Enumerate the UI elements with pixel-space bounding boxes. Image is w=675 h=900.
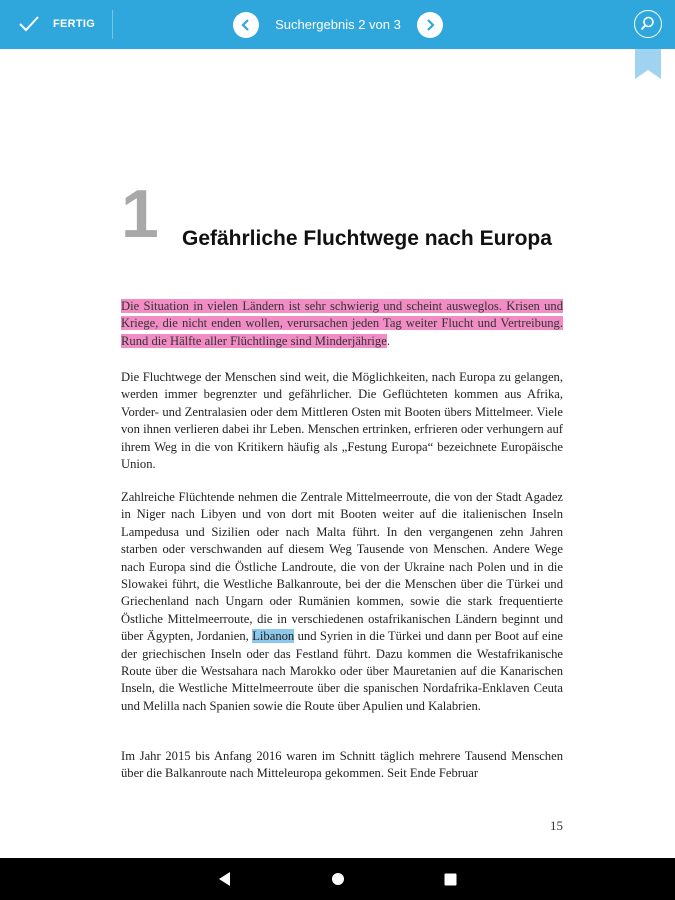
chapter-number: 1 <box>121 176 159 252</box>
done-label: FERTIG <box>53 18 96 30</box>
home-icon[interactable] <box>331 872 345 886</box>
page-number: 15 <box>550 818 563 833</box>
paragraph-3 <box>121 489 563 715</box>
paragraph-4: Im Jahr 2015 bis Anfang 2016 waren im Schnitt täglich mehrere Tausend Menschen über die Balkanroute nach Mitteleuropa gekommen. Seit Ende Februar <box>121 749 563 781</box>
bookmark-ribbon-icon[interactable] <box>635 49 661 79</box>
search-icon <box>639 15 656 32</box>
done-button[interactable] <box>0 0 112 49</box>
top-toolbar <box>0 0 675 49</box>
paragraph-3-after: und Syrien in die Türkei und dann per Boot auf eine der griechischen Inseln oder das Festland führt. Dazu kommen die Westafrikanische Route über die Westsahara nach Marokko oder über Mauretanien auf die Kanarischen Inseln, die Westliche Mittelmeerroute über die spanischen Nordafrika-Enklaven Ceuta und Melilla nach Spanien sowie die Route über Apulien und Kalabrien. <box>121 629 563 713</box>
back-icon[interactable] <box>218 871 232 887</box>
next-result-button[interactable] <box>417 12 443 38</box>
previous-result-button[interactable] <box>233 12 259 38</box>
toolbar-divider <box>112 10 113 39</box>
recent-apps-icon[interactable] <box>444 873 457 886</box>
chevron-right-icon <box>417 12 443 38</box>
checkmark-icon <box>18 15 40 33</box>
paragraph-1-tail: . <box>386 333 390 348</box>
paragraph-1 <box>121 298 563 350</box>
search-button[interactable] <box>634 10 662 38</box>
chapter-title: Gefährliche Fluchtwege nach Europa <box>182 227 552 250</box>
search-match-highlight[interactable]: Libanon <box>252 629 295 644</box>
paragraph-2: Die Fluchtwege der Menschen sind weit, die Möglichkeiten, nach Europa zu gelangen, werden immer begrenzter und gefährlicher. Die Geflüchteten kommen aus Afrika, Vorder- und Zentralasien oder dem Mittleren Osten mit Booten übers Mittelmeer. Viele von ihnen verlieren dabei ihr Leben. Menschen ertrinken, erfrieren oder verhungern auf ihrem Weg in die von Kritikern häufig als „Festung Europa“ bezeichnete Europäische Union. <box>121 370 563 472</box>
search-result-counter: Suchergebnis 2 von 3 <box>275 17 401 32</box>
pink-highlight[interactable]: Die Situation in vielen Ländern ist sehr schwierig und scheint ausweglos. Krisen und Kriege, die nicht enden wollen, verursachen jeden Tag weiter Flucht und Vertreibung. Rund die Hälfte aller Flüchtlinge sind Minderjährige <box>121 299 563 348</box>
paragraph-3-before: Zahlreiche Flüchtende nehmen die Zentrale Mittelmeerroute, die von der Stadt Agadez in Niger nach Libyen und von dort mit Booten weiter auf die italienischen Inseln Lampedusa und Sizilien oder nach Malta führt. In den vergangenen zehn Jahren starben oder verschwanden auf diesem Weg Tausende von Menschen. Andere Wege nach Europa sind die Östliche Landroute, die von der Ukraine nach Polen und in die Slowakei führt, die Westliche Balkanroute, bei der die Menschen über die Türkei und Griechenland nach Ungarn oder Rumänien kommen, sowie die stark frequentierte Östliche Mittelmeerroute, die in verschiedenen ostafrikanischen Ländern beginnt und über Ägypten, Jordanien, <box>121 490 563 644</box>
system-navigation-bar <box>0 858 675 900</box>
chevron-left-icon <box>233 12 259 38</box>
